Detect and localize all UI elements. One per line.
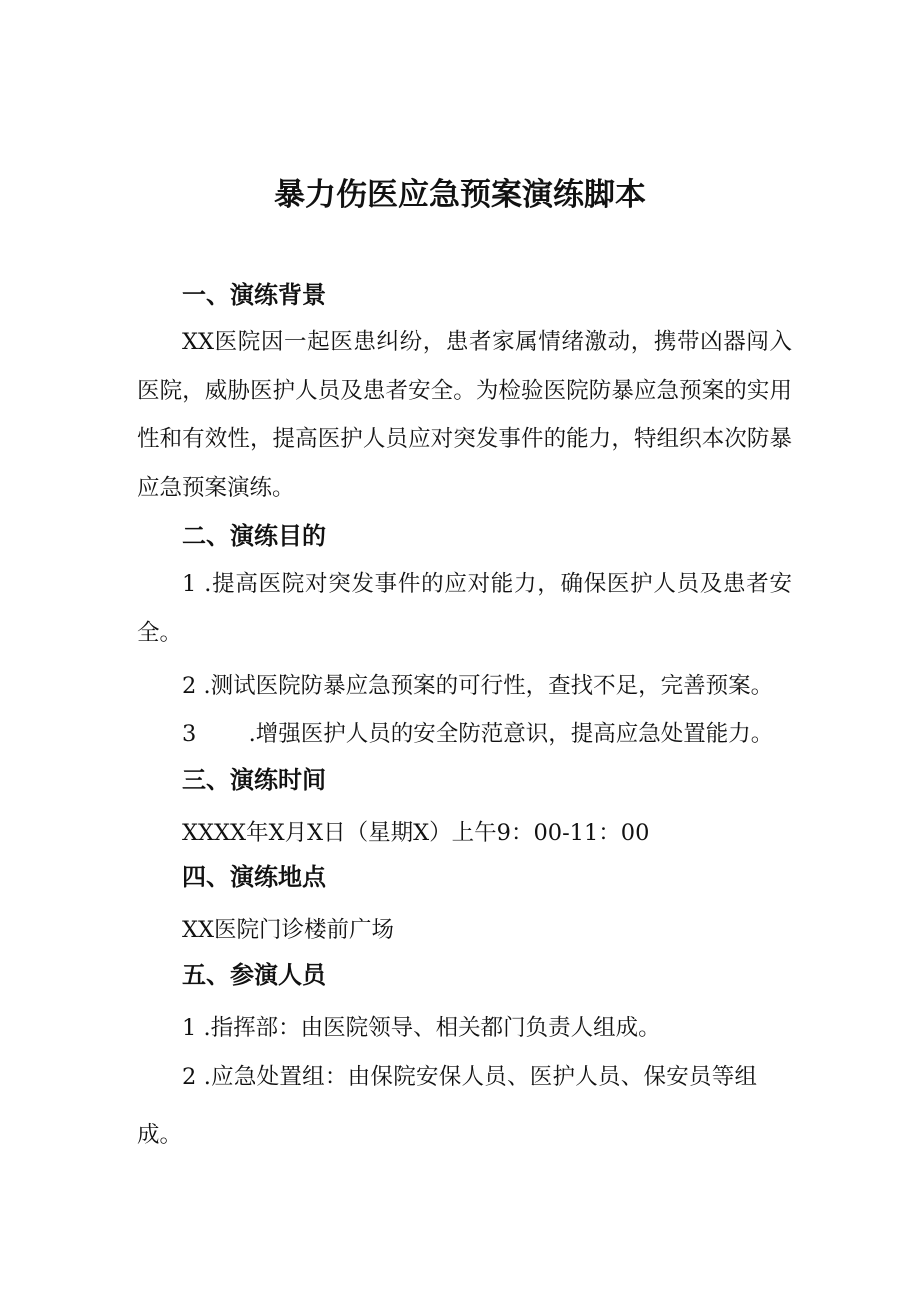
- purpose-item-1-number: 1: [182, 571, 197, 597]
- participant-item-1-number: 1: [182, 1015, 197, 1041]
- participant-item-2-number: 2: [182, 1064, 197, 1090]
- section-heading-purpose: 二、演练目的: [182, 522, 326, 550]
- purpose-item-1-text: .提高医院对突发事件的应对能力，确保医护人员及患者安全。: [137, 571, 793, 646]
- drill-location: XX医院门诊楼前广场: [182, 917, 395, 943]
- purpose-item-3: [182, 716, 773, 748]
- purpose-item-2-number: 2: [182, 673, 197, 699]
- section-heading-time: 三、演练时间: [182, 766, 326, 794]
- participant-item-1: [182, 1010, 661, 1042]
- section-heading-background: 一、演练背景: [182, 281, 326, 309]
- drill-time: XXXX年X月X日（星期X）上午9：00-11：00: [182, 820, 650, 846]
- purpose-item-3-number: 3: [182, 721, 197, 747]
- participant-item-1-text: .指挥部：由医院领导、相关都门负责人组成。: [203, 1015, 661, 1041]
- document-title: 暴力伤医应急预案演练脚本: [274, 177, 646, 213]
- participant-item-2: [137, 1048, 757, 1164]
- participant-item-2-text: .应急处置组：由保院安保人员、医护人员、保安员等组成。: [137, 1064, 758, 1148]
- background-paragraph: XX医院因一起医患纠纷，患者家属情绪激动，携带凶器闯入医院，威胁医护人员及患者安全。为检验医院防暴应急预案的实用性和有效性，提高医护人员应对突发事件的能力，特组织本次防暴应急预案演练。: [137, 329, 792, 501]
- purpose-item-2: [182, 668, 773, 700]
- section-heading-participants: 五、参演人员: [182, 961, 326, 989]
- purpose-item-3-text: .增强医护人员的安全防范意识，提高应急处置能力。: [248, 721, 774, 747]
- purpose-item-1: [137, 560, 792, 657]
- purpose-item-2-text: .测试医院防暴应急预案的可行性，查找不足，完善预案。: [203, 673, 774, 699]
- section-heading-location: 四、演练地点: [182, 863, 326, 891]
